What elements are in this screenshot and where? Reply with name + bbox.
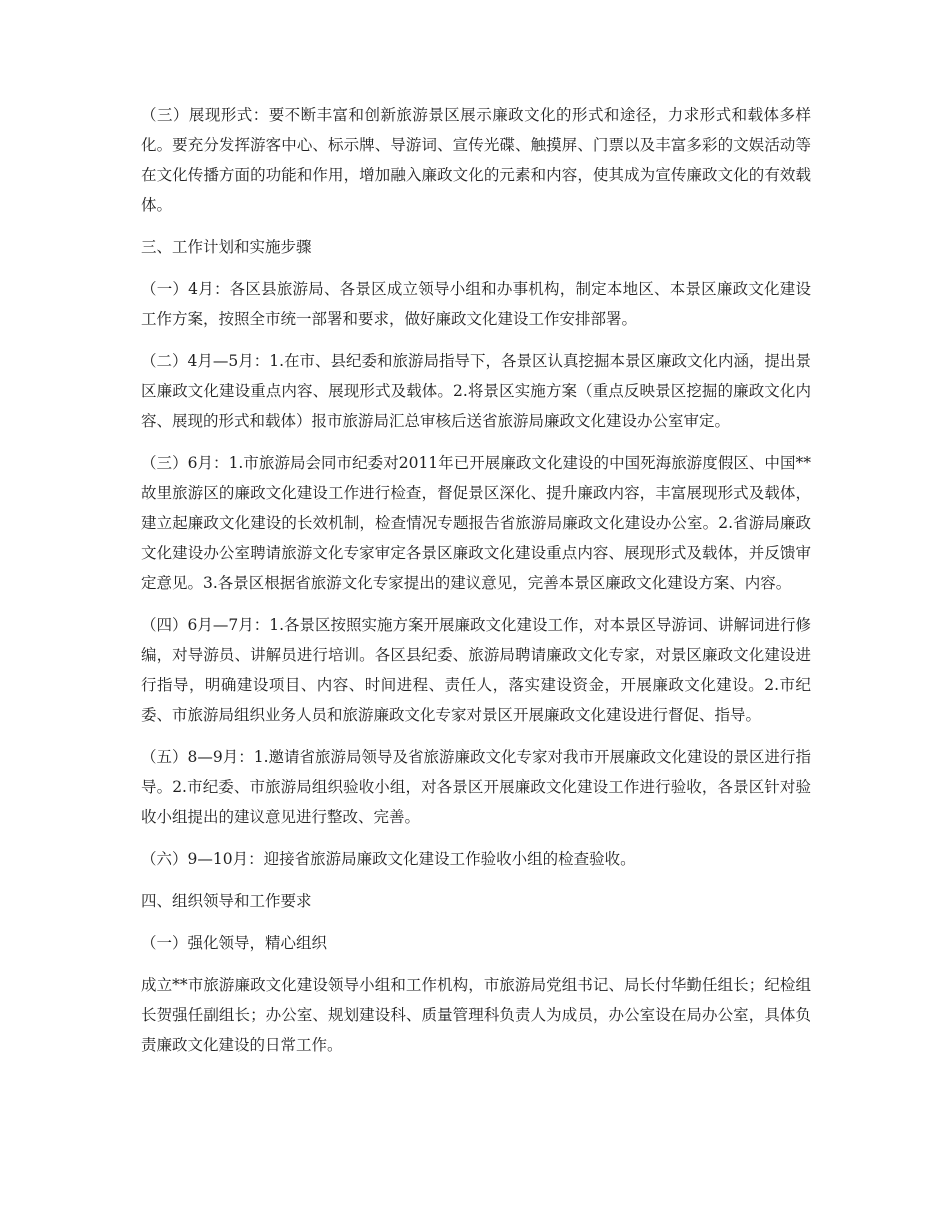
section-heading-organization: 四、组织领导和工作要求 bbox=[141, 892, 312, 910]
paragraph-step-june-july: （四）6月—7月：1.各景区按照实施方案开展廉政文化建设工作，对本景区导游词、讲解词进行修编，对导游员、讲解员进行培训。各区县纪委、旅游局聘请廉政文化专家，对景区廉政文化建设进行指导，明确建设项目、内容、时间进程、责任人，落实建设资金，开展廉政文化建设。2.市纪委、市旅游局组织业务人员和旅游廉政文化专家对景区开展廉政文化建设进行督促、指导。 bbox=[141, 616, 812, 724]
paragraph-step-april-may: （二）4月—5月：1.在市、县纪委和旅游局指导下，各景区认真挖掘本景区廉政文化内涵，提出景区廉政文化建设重点内容、展现形式及载体。2.将景区实施方案（重点反映景区挖掘的廉政文化内容、展现的形式和载体）报市旅游局汇总审核后送省旅游局廉政文化建设办公室审定。 bbox=[141, 352, 812, 430]
paragraph-step-sep-oct: （六）9—10月：迎接省旅游局廉政文化建设工作验收小组的检查验收。 bbox=[141, 850, 636, 868]
paragraph-step-aug-sep: （五）8—9月：1.邀请省旅游局领导及省旅游廉政文化专家对我市开展廉政文化建设的景区进行指导。2.市纪委、市旅游局组织验收小组，对各景区开展廉政文化建设工作进行验收，各景区针对验收小组提出的建议意见进行整改、完善。 bbox=[141, 748, 812, 826]
section-heading-work-plan: 三、工作计划和实施步骤 bbox=[141, 238, 312, 256]
paragraph-presentation-form: （三）展现形式：要不断丰富和创新旅游景区展示廉政文化的形式和途径，力求形式和载体多样化。要充分发挥游客中心、标示牌、导游词、宣传光碟、触摸屏、门票以及丰富多彩的文娱活动等在文化传播方面的功能和作用，增加融入廉政文化的元素和内容，使其成为宣传廉政文化的有效载体。 bbox=[141, 106, 811, 214]
paragraph-leading-group: 成立**市旅游廉政文化建设领导小组和工作机构，市旅游局党组书记、局长付华勤任组长；纪检组长贺强任副组长；办公室、规划建设科、质量管理科负责人为成员，办公室设在局办公室，具体负责廉政文化建设的日常工作。 bbox=[141, 976, 811, 1054]
paragraph-step-june: （三）6月：1.市旅游局会同市纪委对2011年已开展廉政文化建设的中国死海旅游度假区、中国**故里旅游区的廉政文化建设工作进行检查，督促景区深化、提升廉政内容，丰富展现形式及载体，建立起廉政文化建设的长效机制，检查情况专题报告省旅游局廉政文化建设办公室。2.省游局廉政文化建设办公室聘请旅游文化专家审定各景区廉政文化建设重点内容、展现形式及载体，并反馈审定意见。3.各景区根据省旅游文化专家提出的建议意见，完善本景区廉政文化建设方案、内容。 bbox=[141, 454, 811, 592]
document-page bbox=[141, 100, 811, 1072]
subheading-strengthen-leadership: （一）强化领导，精心组织 bbox=[141, 934, 328, 952]
paragraph-step-april: （一）4月：各区县旅游局、各景区成立领导小组和办事机构，制定本地区、本景区廉政文化建设工作方案，按照全市统一部署和要求，做好廉政文化建设工作安排部署。 bbox=[141, 280, 811, 328]
